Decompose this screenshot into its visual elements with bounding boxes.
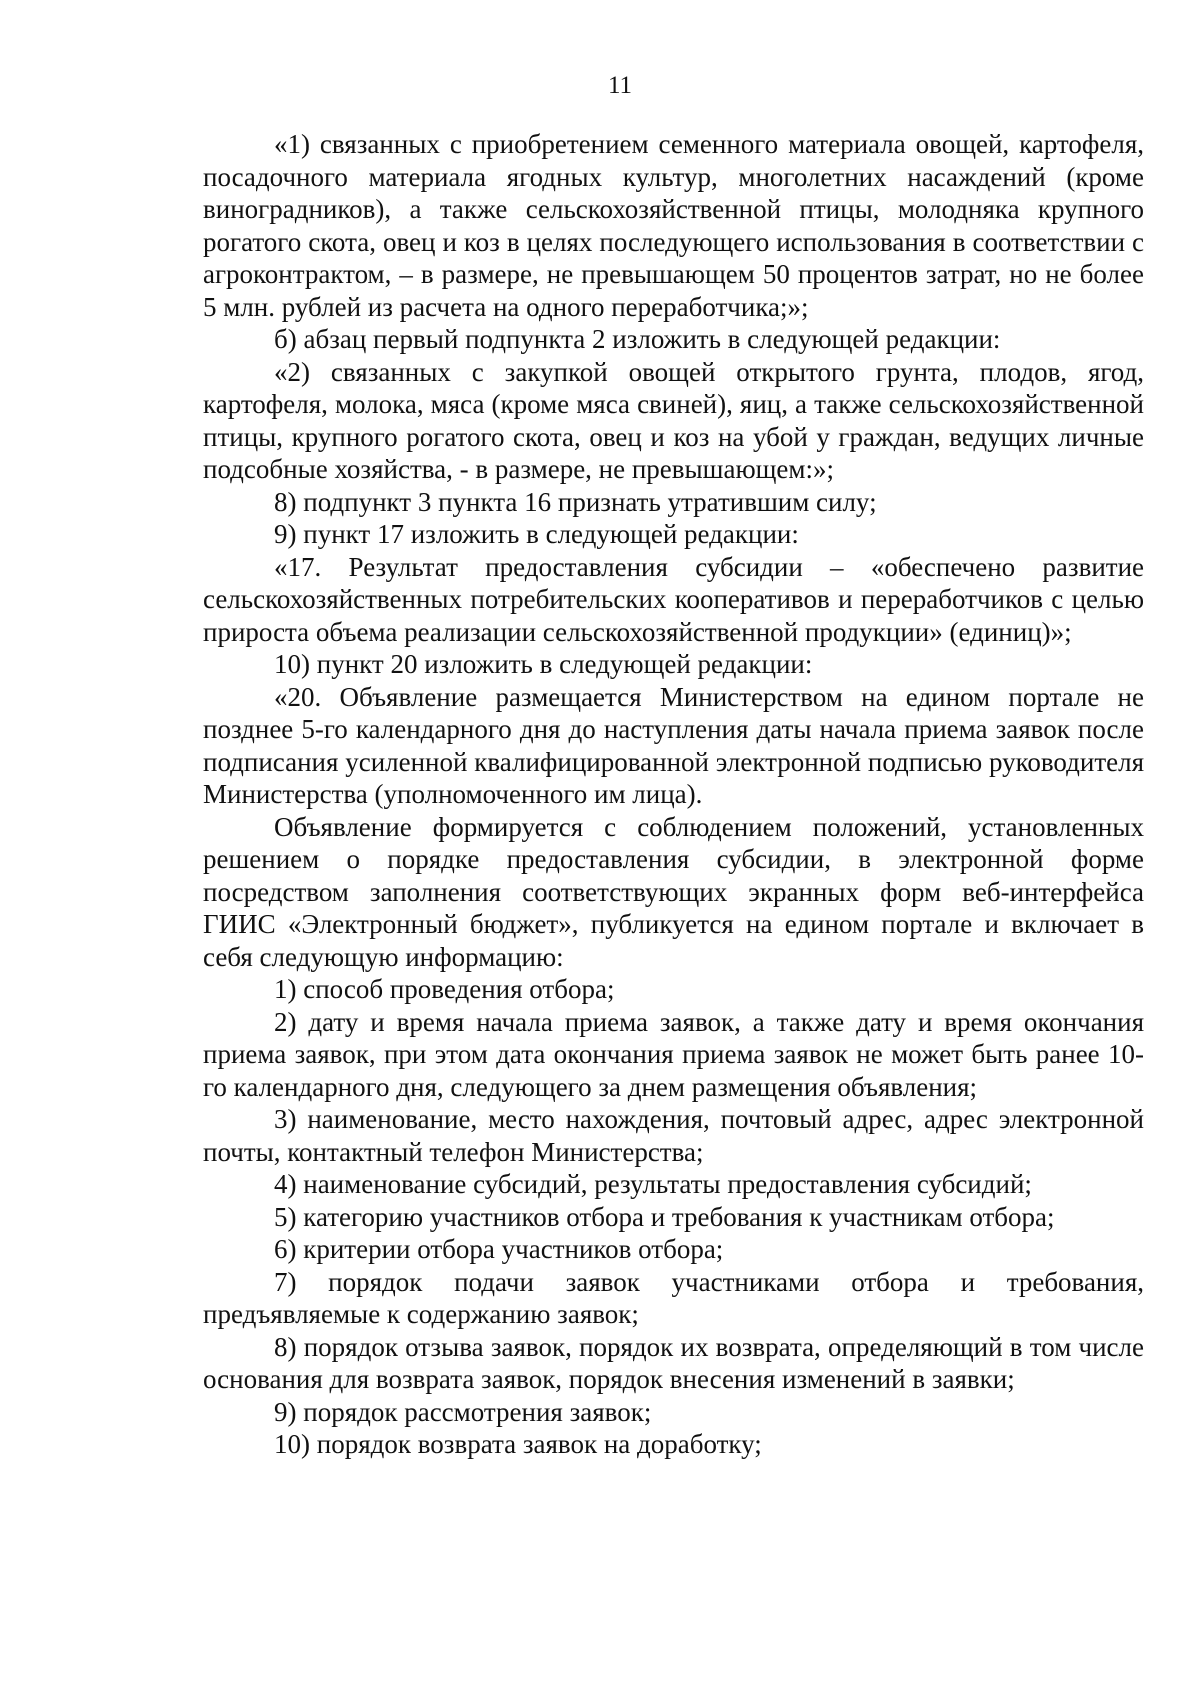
paragraph: 10) пункт 20 изложить в следующей редакции: xyxy=(274,649,813,679)
paragraph: 2) дату и время начала приема заявок, а также дату и время окончания приема заявок, при этом дата окончания приема заявок не может быть ранее 10-го календарного дня, следующего за днем размещения объявления; xyxy=(203,1006,1144,1102)
paragraph: 6) критерии отбора участников отбора; xyxy=(274,1234,724,1264)
paragraph: 8) порядок отзыва заявок, порядок их возврата, определяющий в том числе основания для возврата заявок, порядок внесения изменений в заявки; xyxy=(203,1331,1144,1394)
paragraph: 7) порядок подачи заявок участниками отбора и требования, предъявляемые к содержанию заявок; xyxy=(203,1266,1144,1329)
paragraph: 9) пункт 17 изложить в следующей редакции: xyxy=(274,519,799,549)
document-body xyxy=(203,128,1144,1461)
paragraph: 1) способ проведения отбора; xyxy=(274,974,615,1004)
paragraph: 5) категорию участников отбора и требования к участникам отбора; xyxy=(274,1201,1055,1232)
paragraph: 10) порядок возврата заявок на доработку; xyxy=(274,1429,762,1459)
paragraph: «1) связанных с приобретением семенного материала овощей, картофеля, посадочного материала ягодных культур, многолетних насаждений (кроме виноградников), а также сельскохозяйственной птицы, молодняка крупного рогатого скота, овец и коз в целях последующего использования в соответствии с агроконтрактом, – в размере, не превышающем 50 процентов затрат, но не более 5 млн. рублей из расчета на одного переработчика;»; xyxy=(203,129,1144,322)
paragraph: «20. Объявление размещается Министерством на едином портале не позднее 5-го календарного дня до наступления даты начала приема заявок после подписания усиленной квалифицированной электронной подписью руководителя Министерства (уполномоченного им лица). xyxy=(203,681,1144,809)
paragraph: б) абзац первый подпункта 2 изложить в следующей редакции: xyxy=(274,324,1001,354)
paragraph: 4) наименование субсидий, результаты предоставления субсидий; xyxy=(274,1169,1032,1199)
paragraph: 9) порядок рассмотрения заявок; xyxy=(274,1396,652,1427)
paragraph: «2) связанных с закупкой овощей открытого грунта, плодов, ягод, картофеля, молока, мяса (кроме мяса свиней), яиц, а также сельскохозяйственной птицы, крупного рогатого скота, овец и коз на убой у граждан, ведущих личные подсобные хозяйства, - в размере, не превышающем:»; xyxy=(203,356,1144,484)
page-number: 11 xyxy=(607,72,633,99)
paragraph: Объявление формируется с соблюдением положений, установленных решением о порядке предоставления субсидии, в электронной форме посредством заполнения соответствующих экранных форм веб-интерфейса ГИИС «Электронный бюджет», публикуется на едином портале и включает в себя следующую информацию: xyxy=(203,811,1144,972)
paragraph: «17. Результат предоставления субсидии – «обеспечено развитие сельскохозяйственных потребительских кооперативов и переработчиков с целью прироста объема реализации сельскохозяйственной продукции» (единиц)»; xyxy=(203,551,1144,647)
paragraph: 3) наименование, место нахождения, почтовый адрес, адрес электронной почты, контактный телефон Министерства; xyxy=(203,1104,1144,1167)
paragraph: 8) подпункт 3 пункта 16 признать утратившим силу; xyxy=(274,486,877,517)
